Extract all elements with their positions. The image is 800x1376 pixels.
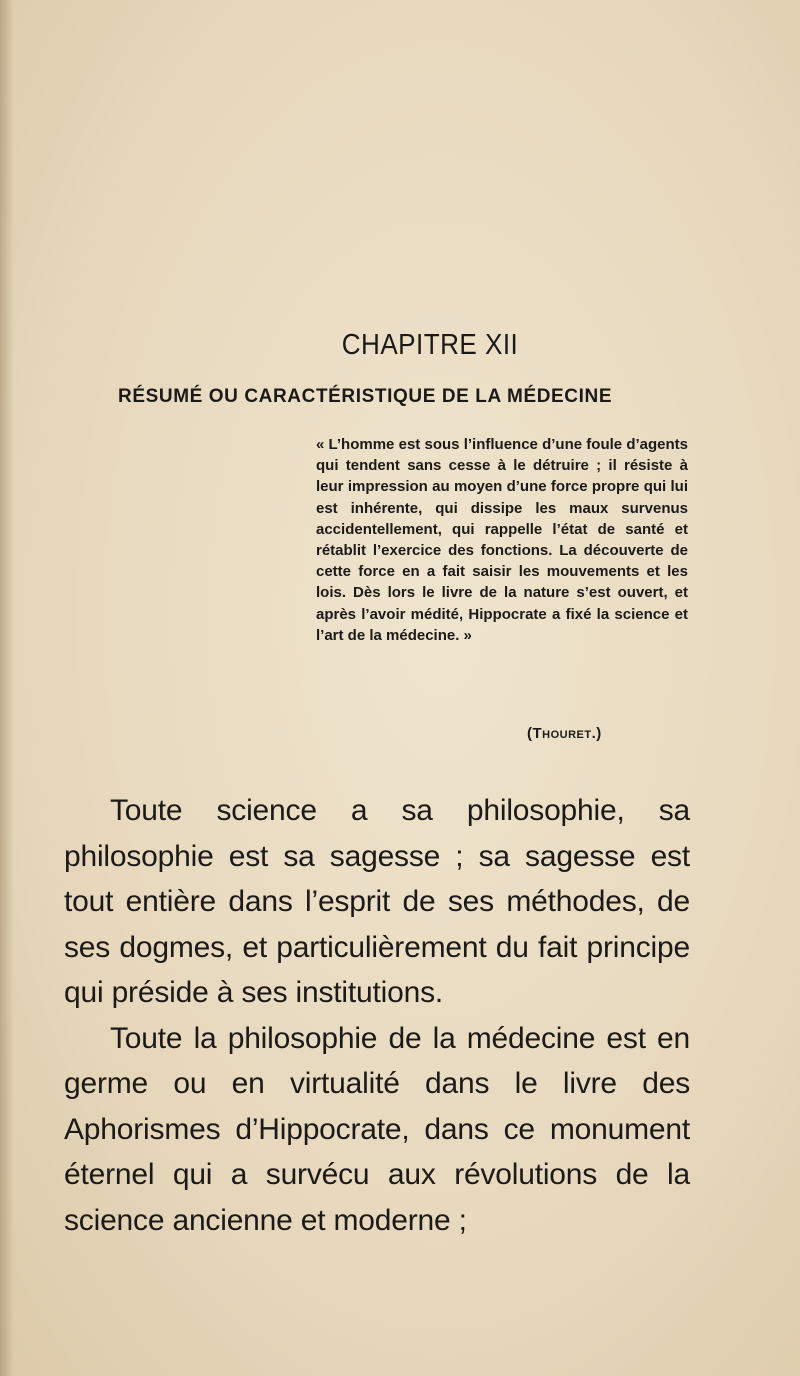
chapter-title-text: CHAPITRE XII: [341, 329, 519, 361]
chapter-subtitle: RÉSUMÉ OU CARACTÉRISTIQUE DE LA MÉDECINE: [118, 386, 613, 407]
body-text: [64, 788, 690, 1243]
page-gutter-shadow: [0, 0, 14, 1376]
epigraph-quote: « L’homme est sous l’influence d’une foule d’agents qui tendent sans cesse à le détruire ; il résiste à leur impression au moyen d’une force propre qui lui est inhérente, qui dissipe les maux survenus accidentellement, qui rappelle l’état de santé et rétablit l’exercice des fonctions. La découverte de cette force en a fait saisir les mouvements et les lois. Dès lors le livre de la nature s’est ouvert, et après l’avoir médité, Hippocrate a fixé la science et l’art de la médecine. »: [316, 436, 688, 644]
chapter-title: [43, 329, 763, 362]
epigraph-attribution: (Thouret.): [527, 725, 602, 742]
body-paragraph: Toute la philosophie de la médecine est en germe ou en virtualité dans le livre des Aphorismes d’Hippocrate, dans ce monument éternel qui a survécu aux révolutions de la science ancienne et moderne ;: [64, 1021, 690, 1237]
body-paragraph: Toute science a sa philosophie, sa philosophie est sa sagesse ; sa sagesse est tout entière dans l’esprit de ses méthodes, de ses dogmes, et particulièrement du fait principe qui préside à ses institutions.: [64, 794, 690, 1009]
